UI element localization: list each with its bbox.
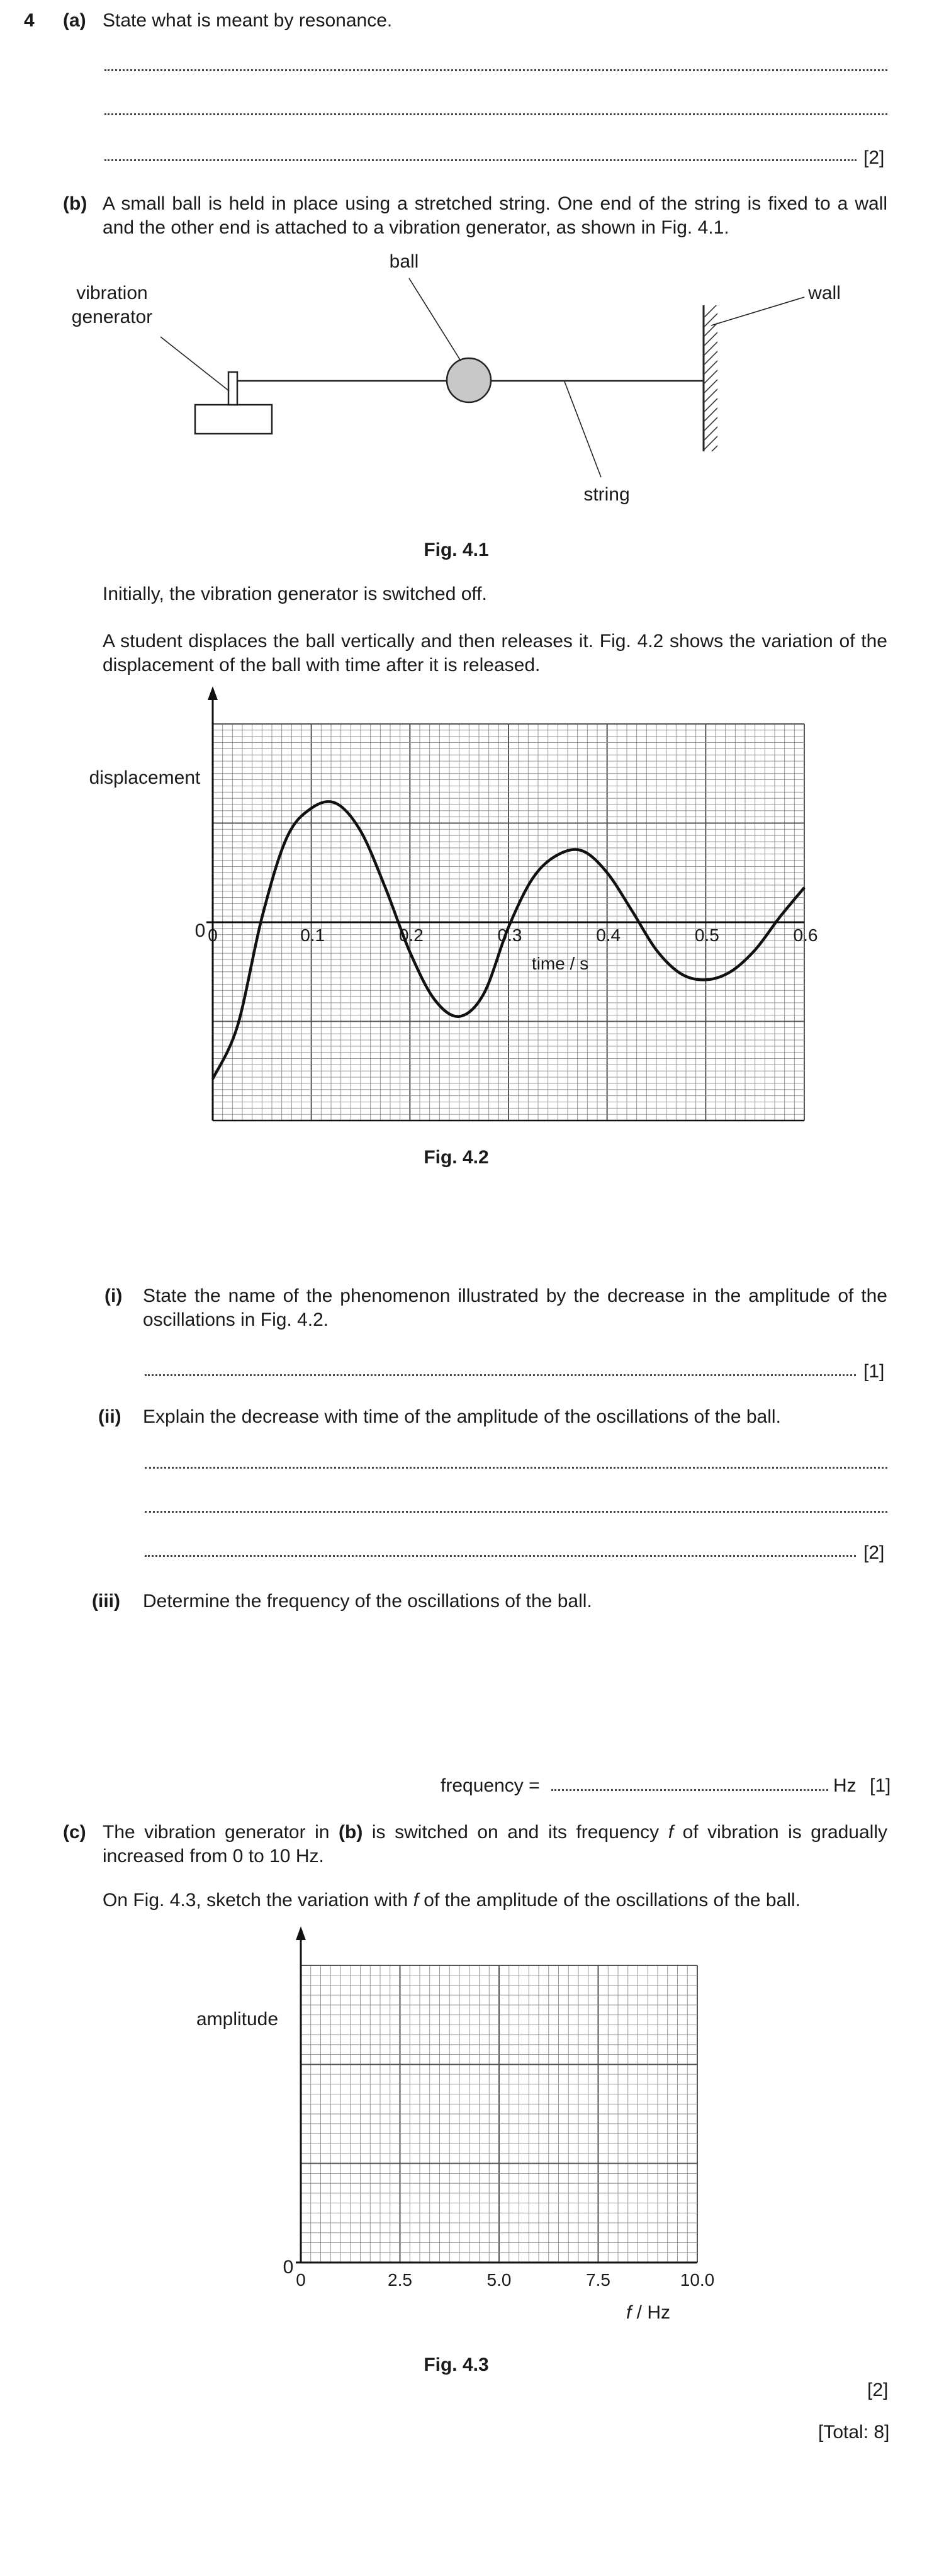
part-c-text1: The vibration generator in (b) is switched on and its frequency f of vibration is gradually increased from 0 to 10 Hz. — [103, 1822, 888, 1867]
part-c-marks: [2] — [867, 2380, 889, 2400]
chart-axes — [206, 686, 804, 1121]
x-tick-labels — [296, 2270, 714, 2290]
part-b-i-marks: [1] — [863, 1361, 885, 1382]
x-tick-label: 0 — [296, 2270, 306, 2290]
part-b-i-label: (i) — [104, 1285, 123, 1306]
x-tick-label: 0.4 — [596, 925, 621, 945]
y-axis-arrow — [296, 1926, 306, 1940]
ball-shape — [447, 358, 491, 402]
label-vibration: vibration — [76, 283, 148, 303]
answer-line-bi[interactable] — [145, 1374, 856, 1376]
x-tick-label: 5.0 — [486, 2270, 512, 2290]
x-tick-label: 10.0 — [680, 2270, 715, 2290]
frequency-prefix: frequency = — [441, 1775, 540, 1796]
part-b-iii-label: (iii) — [92, 1591, 120, 1612]
part-a-marks: [2] — [863, 147, 885, 168]
part-a-label: (a) — [63, 10, 86, 31]
total-marks: [Total: 8] — [818, 2422, 890, 2443]
label-generator: generator — [71, 307, 153, 327]
y-zero-label: 0 — [194, 920, 206, 941]
part-b-iii-marks: [1] — [870, 1775, 891, 1796]
fig-4-1-diagram — [0, 242, 944, 532]
part-b-text2: Initially, the vibration generator is switched off. — [103, 584, 487, 604]
part-b-i-text: State the name of the phenomenon illustrated by the decrease in the amplitude of the oscillations in Fig. 4.2. — [143, 1285, 887, 1330]
x-tick-label: 0.6 — [793, 925, 818, 945]
x-axis-label: f / Hz — [626, 2302, 671, 2323]
x-axis-label: time / s — [531, 954, 589, 973]
label-wall: wall — [808, 283, 841, 303]
answer-line-bii1[interactable] — [145, 1467, 887, 1469]
y-axis-arrow — [208, 686, 218, 700]
generator-rod — [228, 372, 237, 405]
answer-line-a1[interactable] — [104, 69, 887, 71]
fig-4-3-chart[interactable] — [0, 1926, 944, 2329]
x-tick-label: 0.5 — [694, 925, 719, 945]
frequency-answer-line[interactable] — [551, 1789, 828, 1791]
fig-4-1-caption: Fig. 4.1 — [424, 539, 489, 560]
label-ball: ball — [389, 251, 419, 272]
chart-axes — [296, 1926, 697, 2262]
part-b-iii-text: Determine the frequency of the oscillations of the ball. — [143, 1591, 592, 1612]
answer-line-bii2[interactable] — [145, 1511, 887, 1513]
frequency-unit: Hz — [833, 1775, 857, 1796]
x-tick-label: 2.5 — [388, 2270, 412, 2290]
chart-grid — [301, 1965, 697, 2262]
part-b-ii-text: Explain the decrease with time of the amplitude of the oscillations of the ball. — [143, 1406, 781, 1427]
part-b-ii-marks: [2] — [863, 1542, 885, 1563]
answer-line-bii3[interactable] — [145, 1555, 856, 1557]
part-b-text: A small ball is held in place using a stretched string. One end of the string is fixed to a wall and the other end is attached to a vibration generator, as shown in Fig. 4.1. — [103, 193, 887, 238]
y-axis-label: amplitude — [196, 2009, 279, 2030]
answer-line-a3[interactable] — [104, 159, 857, 161]
x-tick-label: 0.3 — [497, 925, 522, 945]
question-number: 4 — [24, 10, 35, 31]
part-b-text3: A student displaces the ball vertically and then releases it. Fig. 4.2 shows the variation of the displacement of the ball with time after it is released. — [103, 631, 887, 675]
part-a-text: State what is meant by resonance. — [103, 10, 393, 31]
generator-base — [195, 405, 272, 434]
fig-4-3-caption: Fig. 4.3 — [424, 2354, 489, 2375]
x-tick-label: 0.1 — [300, 925, 325, 945]
part-b-label: (b) — [63, 193, 87, 214]
part-c-text2: On Fig. 4.3, sketch the variation with f of the amplitude of the oscillations of the ball. — [103, 1890, 801, 1911]
fig-4-2-caption: Fig. 4.2 — [424, 1147, 489, 1168]
part-c-label: (c) — [63, 1822, 86, 1843]
answer-line-a2[interactable] — [104, 113, 887, 115]
x-tick-label: 7.5 — [586, 2270, 610, 2290]
y-zero-label: 0 — [283, 2257, 294, 2278]
x-tick-label: 0.2 — [398, 925, 424, 945]
label-string: string — [583, 484, 630, 505]
part-b-ii-label: (ii) — [98, 1406, 121, 1427]
fig-4-2-chart — [0, 686, 944, 1139]
y-axis-label: displacement — [89, 767, 201, 788]
x-tick-label: 0 — [208, 925, 218, 945]
